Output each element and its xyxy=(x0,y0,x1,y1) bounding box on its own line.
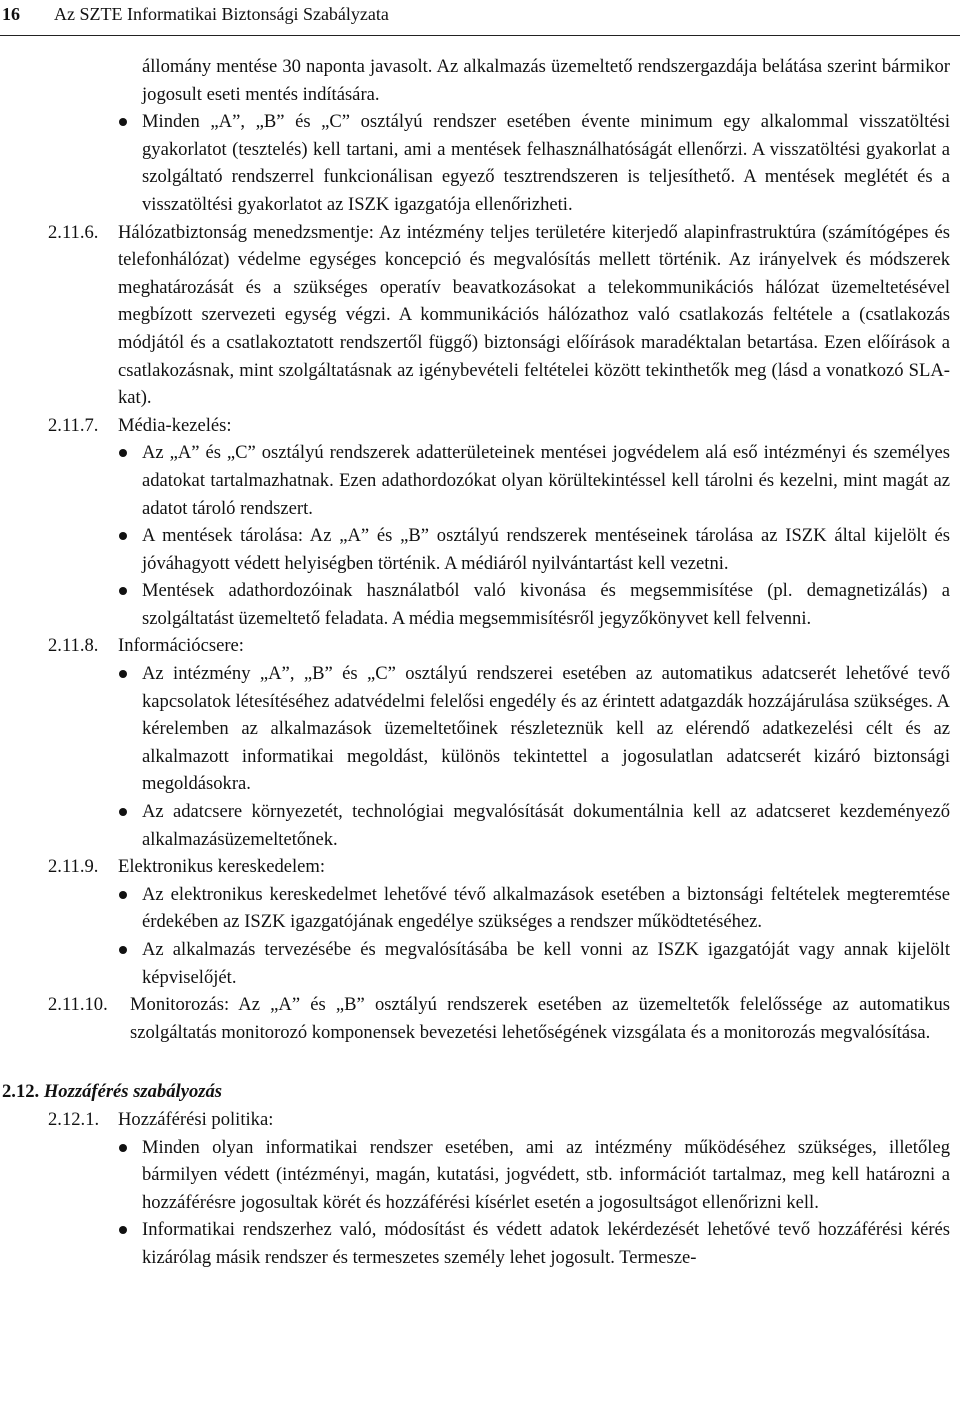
section-number: 2.11.6. xyxy=(48,221,99,243)
section-2-11-9 xyxy=(0,853,960,881)
running-title: Az SZTE Informatikai Biztonsági Szabályzata xyxy=(54,4,389,24)
section-number: 2.11.10. xyxy=(48,994,108,1016)
section-title: Hozzáférés szabályozás xyxy=(43,1081,223,1103)
section-title: Hozzáférési politika: xyxy=(118,1108,274,1130)
section-2-12-1 xyxy=(0,1106,960,1134)
section-number: 2.12. xyxy=(2,1081,40,1103)
section-text: Hálózatbiztonság menedzsmentje: Az intézmény teljes területére kiterjedő alapinfrastruktúra (számítógépes és telefonhálózat) védelme egységes koncepció és megvalósítás mellett történik. Az irányelvek és módszerek meghatározását és a szükséges operatív beavatkozásokat a telekommunikációs hálózat üzemeltetésével megbízott szervezeti egység végzi. A kommunikációs hálózathoz való csatlakozás feltétele a (csatlakozás módjától és a csatlakoztatott rendszertől függő) biztonsági előírások maradéktalan betartása. Ezen előírások a csatlakozásnak, mint szolgáltatásnak az igénybevételi feltételei között tekinthetők meg (lásd a vonatkozó SLA-kat). xyxy=(118,221,950,409)
page-header xyxy=(0,0,960,36)
intro-bullet-list xyxy=(0,108,960,218)
information-exchange-list xyxy=(0,660,960,853)
section-text: Monitorozás: Az „A” és „B” osztályú rendszerek esetében az üzemeltetők felelőssége az automatikus szolgáltatás monitorozó komponensek bevezetési lehetőségének vizsgálata és a monitorozás megvalósítása. xyxy=(130,994,950,1043)
page-body xyxy=(0,53,960,1272)
continuation-paragraph: állomány mentése 30 naponta javasolt. Az alkalmazás üzemeltető rendszergazdája belátása szerint bármikor jogosult eseti mentés indítására. xyxy=(142,56,950,105)
access-policy-list xyxy=(0,1134,960,1272)
section-2-11-6 xyxy=(0,219,960,412)
list-item: Az intézmény „A”, „B” és „C” osztályú rendszerei esetében az automatikus adatcserét lehetővé tevő kapcsolatok létesítéséhez adatvédelmi felelősi engedély és az érintett adatgazdák hozzájárulása szükséges. A kérelemben az alkalmazások üzemeltetőinek részleteznük kell az elérendő adatkezelési célt és az alkalmazott informatikai megoldást, különös tekintettel a jogosulatlan adatcserét kizáró biztonsági megoldásokra. xyxy=(0,660,960,798)
list-item: Minden „A”, „B” és „C” osztályú rendszer esetében évente minimum egy alkalommal visszatöltési gyakorlatot (tesztelés) kell tartani, ami a mentések felhasználhatóságát ellenőrzi. A visszatöltési gyakorlat a szolgáltató rendszerrel funkcionálisan egyező tesztrendszeren is teljesíthető. A mentések meglétét és a visszatöltési gyakorlatot az ISZK igazgatója ellenőrizheti. xyxy=(0,108,960,218)
section-number: 2.11.7. xyxy=(48,414,99,436)
section-2-11-8 xyxy=(0,632,960,660)
list-item: Informatikai rendszerhez való, módosítást és védett adatok lekérdezését lehetővé tevő hozzáférési kérés kizárólag másik rendszer és termeszetes személy lehet jogosult. Termesze- xyxy=(0,1216,960,1271)
section-title: Elektronikus kereskedelem: xyxy=(118,856,326,878)
page-number: 16 xyxy=(2,4,20,24)
list-item: Mentések adathordozóinak használatból való kivonása és megsemmisítése (pl. demagnetizálás) a szolgáltatást üzemeltető feladata. A média megsemmisítésről jegyzőkönyvet kell felvenni. xyxy=(0,577,960,632)
list-item: Az alkalmazás tervezésébe és megvalósításába be kell vonni az ISZK igazgatóját vagy annak kijelölt képviselőjét. xyxy=(0,936,960,991)
section-number: 2.12.1. xyxy=(48,1108,100,1130)
section-2-11-10 xyxy=(0,991,960,1046)
list-item: A mentések tárolása: Az „A” és „B” osztályú rendszerek mentéseinek tárolása az ISZK által kijelölt és jóváhagyott védett helyiségben történik. A médiáról nyilvántartást kell vezetni. xyxy=(0,522,960,577)
section-title: Média-kezelés: xyxy=(118,414,232,436)
section-number: 2.11.8. xyxy=(48,635,99,657)
list-item: Minden olyan informatikai rendszer esetében, ami az intézmény működéséhez szükséges, illetőleg bármilyen védett (intézményi, magán, kutatási, jogvédett, stb. információt tartalmaz, meg kell határozni a hozzáférésre jogosultak körét és hozzáférési kísérlet esetén a jogosultságot ellenőrizni kell. xyxy=(0,1134,960,1217)
list-item: Az „A” és „C” osztályú rendszerek adatterületeinek mentései jogvédelem alá eső intézményi és személyes adatokat tartalmazhatnak. Ezen adathordozókat olyan körültekintéssel kell tárolni és kezelni, mint magát az adatot tároló rendszert. xyxy=(0,439,960,522)
section-2-12-heading xyxy=(0,1078,960,1106)
section-number: 2.11.9. xyxy=(48,856,99,878)
e-commerce-list xyxy=(0,881,960,991)
section-title: Információcsere: xyxy=(118,635,244,657)
list-item: Az adatcsere környezetét, technológiai megvalósítását dokumentálnia kell az adatcseret kezdeményező alkalmazásüzemeltetőnek. xyxy=(0,798,960,853)
list-item: Az elektronikus kereskedelmet lehetővé tévő alkalmazások esetében a biztonsági feltételek megteremtése érdekében az ISZK igazgatójának engedélye szükséges a rendszer működtetéséhez. xyxy=(0,881,960,936)
media-handling-list xyxy=(0,439,960,632)
section-2-11-7 xyxy=(0,412,960,440)
